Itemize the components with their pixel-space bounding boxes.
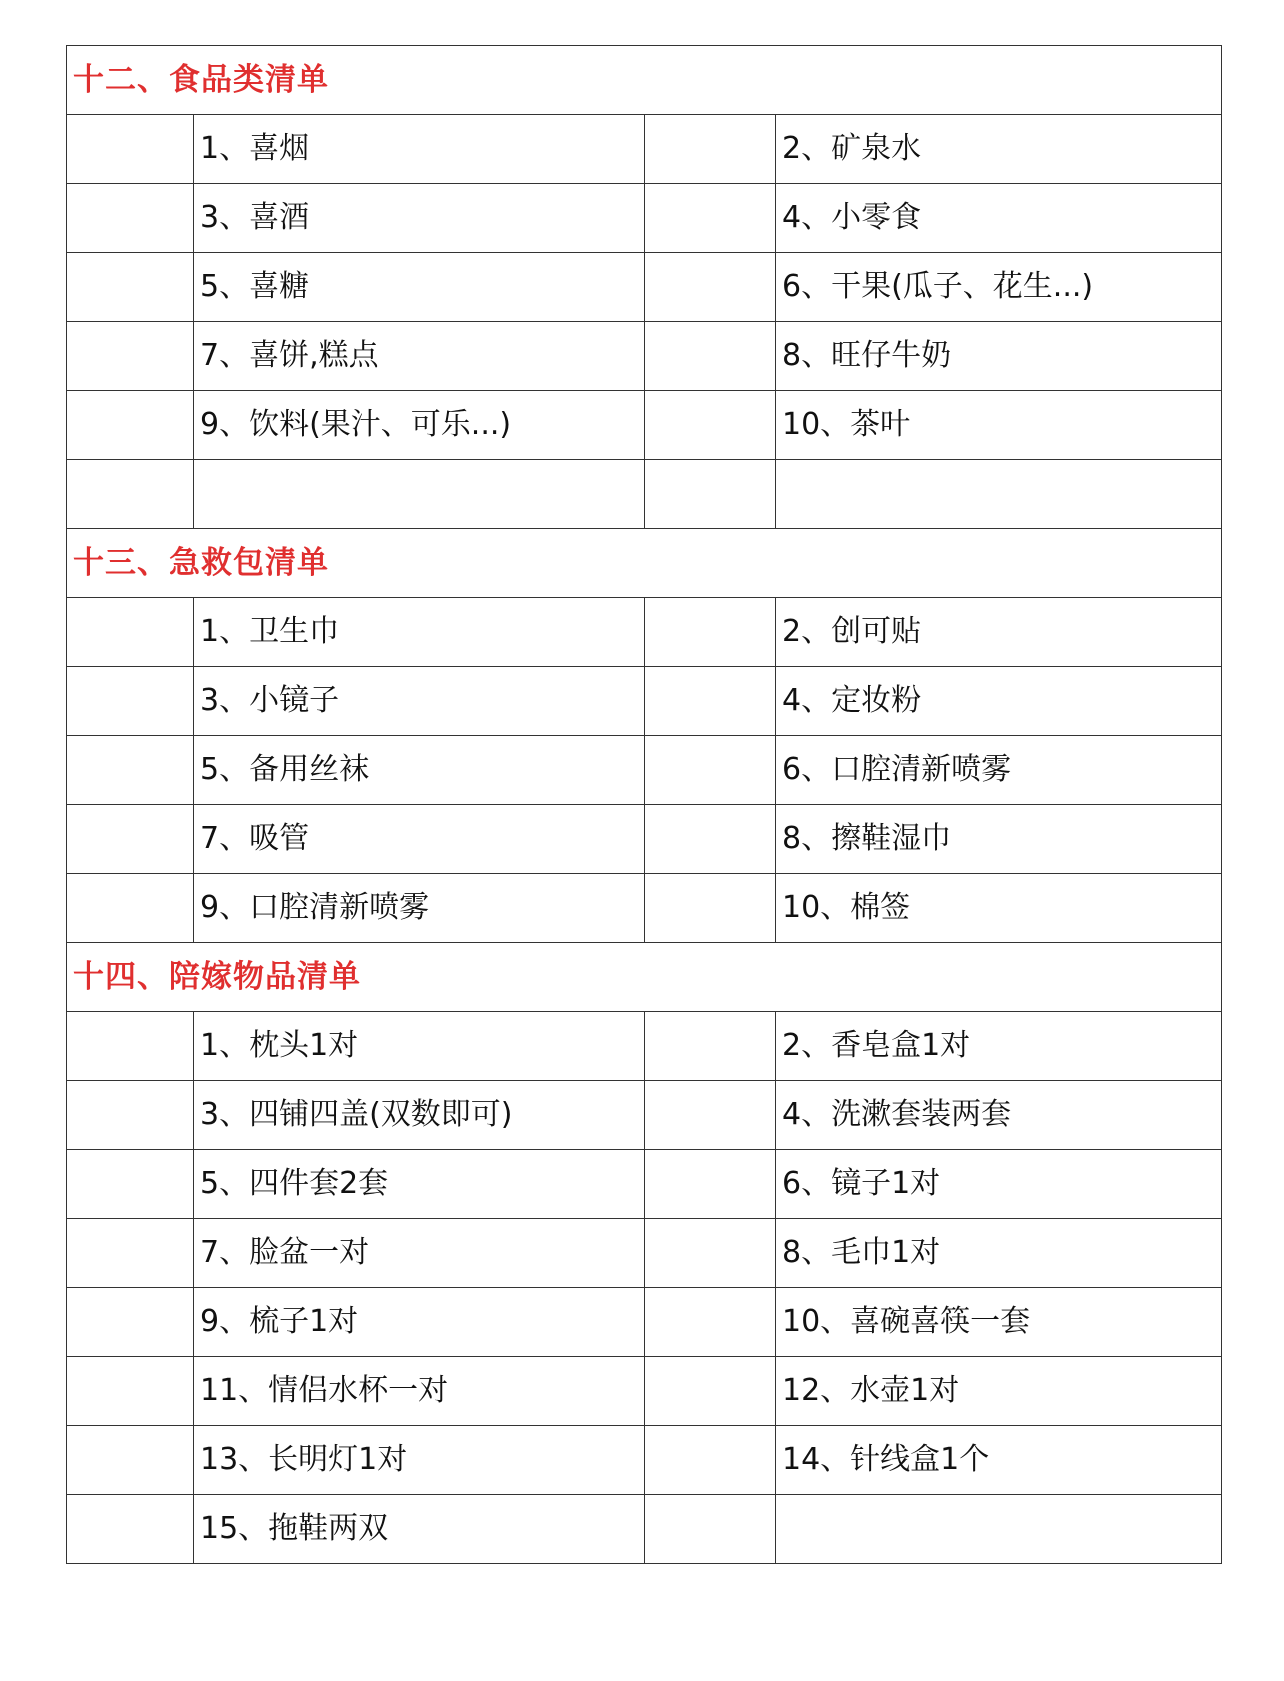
checkbox-cell-left: [67, 667, 194, 736]
item-cell-right: 6、镜子1对: [776, 1150, 1222, 1219]
checkbox-cell-left: [67, 736, 194, 805]
item-cell-left: 3、小镜子: [194, 667, 645, 736]
item-cell-right: 12、水壶1对: [776, 1357, 1222, 1426]
table-row: [67, 1150, 1222, 1219]
item-cell-right: 2、香皂盒1对: [776, 1012, 1222, 1081]
item-cell-left: 9、梳子1对: [194, 1288, 645, 1357]
checkbox-cell-right: [645, 1219, 776, 1288]
item-cell-right: 2、矿泉水: [776, 115, 1222, 184]
table-row: [67, 1426, 1222, 1495]
checkbox-cell-right: [645, 1288, 776, 1357]
item-cell-right: 10、喜碗喜筷一套: [776, 1288, 1222, 1357]
item-cell-left: 5、四件套2套: [194, 1150, 645, 1219]
item-cell-right: 6、口腔清新喷雾: [776, 736, 1222, 805]
item-cell-right: 4、小零食: [776, 184, 1222, 253]
checkbox-cell-left: [67, 184, 194, 253]
item-cell-left: 7、喜饼,糕点: [194, 322, 645, 391]
table-row: [67, 1012, 1222, 1081]
item-cell-left: 5、备用丝袜: [194, 736, 645, 805]
section-header-row: [67, 529, 1222, 598]
item-cell-left: 15、拖鞋两双: [194, 1495, 645, 1564]
table-row: [67, 874, 1222, 943]
item-cell-left: 9、口腔清新喷雾: [194, 874, 645, 943]
item-cell-left: 3、喜酒: [194, 184, 645, 253]
item-cell-left: 3、四铺四盖(双数即可): [194, 1081, 645, 1150]
item-cell-left: 11、情侣水杯一对: [194, 1357, 645, 1426]
checkbox-cell-right: [645, 1150, 776, 1219]
checkbox-cell-right: [645, 391, 776, 460]
checkbox-cell-left: [67, 1495, 194, 1564]
item-cell-right: 8、旺仔牛奶: [776, 322, 1222, 391]
table-row: [67, 805, 1222, 874]
table-row: [67, 736, 1222, 805]
checkbox-cell-left: [67, 1288, 194, 1357]
item-cell-left: [194, 460, 645, 529]
item-cell-right: 14、针线盒1个: [776, 1426, 1222, 1495]
item-cell-left: 9、饮料(果汁、可乐...): [194, 391, 645, 460]
checklist-sheet: [66, 45, 1221, 1564]
section-title: 十三、急救包清单: [67, 529, 1222, 598]
checkbox-cell-right: [645, 1426, 776, 1495]
checklist-table: [66, 45, 1222, 1564]
table-row: [67, 322, 1222, 391]
table-row: [67, 667, 1222, 736]
checkbox-cell-right: [645, 1012, 776, 1081]
checkbox-cell-left: [67, 598, 194, 667]
checkbox-cell-right: [645, 322, 776, 391]
table-row: [67, 115, 1222, 184]
checkbox-cell-right: [645, 1495, 776, 1564]
item-cell-left: 1、喜烟: [194, 115, 645, 184]
checkbox-cell-left: [67, 1012, 194, 1081]
section-header-row: [67, 46, 1222, 115]
checkbox-cell-left: [67, 874, 194, 943]
table-row: [67, 391, 1222, 460]
checkbox-cell-right: [645, 115, 776, 184]
checkbox-cell-right: [645, 805, 776, 874]
item-cell-right: [776, 460, 1222, 529]
item-cell-right: 2、创可贴: [776, 598, 1222, 667]
checkbox-cell-left: [67, 1081, 194, 1150]
checkbox-cell-left: [67, 322, 194, 391]
item-cell-right: 4、定妆粉: [776, 667, 1222, 736]
checkbox-cell-left: [67, 253, 194, 322]
item-cell-left: 7、脸盆一对: [194, 1219, 645, 1288]
table-row: [67, 1219, 1222, 1288]
item-cell-right: 10、棉签: [776, 874, 1222, 943]
item-cell-right: 4、洗漱套装两套: [776, 1081, 1222, 1150]
checkbox-cell-right: [645, 253, 776, 322]
checkbox-cell-right: [645, 874, 776, 943]
item-cell-right: 10、茶叶: [776, 391, 1222, 460]
table-row: [67, 1495, 1222, 1564]
item-cell-left: 1、枕头1对: [194, 1012, 645, 1081]
item-cell-right: [776, 1495, 1222, 1564]
item-cell-left: 13、长明灯1对: [194, 1426, 645, 1495]
item-cell-left: 7、吸管: [194, 805, 645, 874]
checkbox-cell-right: [645, 460, 776, 529]
section-title: 十四、陪嫁物品清单: [67, 943, 1222, 1012]
checkbox-cell-right: [645, 1357, 776, 1426]
table-row: [67, 184, 1222, 253]
item-cell-left: 5、喜糖: [194, 253, 645, 322]
item-cell-right: 8、擦鞋湿巾: [776, 805, 1222, 874]
checkbox-cell-left: [67, 460, 194, 529]
item-cell-left: 1、卫生巾: [194, 598, 645, 667]
table-row: [67, 460, 1222, 529]
checkbox-cell-left: [67, 1426, 194, 1495]
checkbox-cell-left: [67, 1357, 194, 1426]
checkbox-cell-right: [645, 598, 776, 667]
table-row: [67, 253, 1222, 322]
checkbox-cell-left: [67, 1150, 194, 1219]
checkbox-cell-left: [67, 115, 194, 184]
section-title: 十二、食品类清单: [67, 46, 1222, 115]
section-header-row: [67, 943, 1222, 1012]
checkbox-cell-right: [645, 1081, 776, 1150]
checkbox-cell-left: [67, 805, 194, 874]
checkbox-cell-right: [645, 736, 776, 805]
item-cell-right: 6、干果(瓜子、花生...): [776, 253, 1222, 322]
table-row: [67, 1357, 1222, 1426]
checkbox-cell-left: [67, 391, 194, 460]
checkbox-cell-left: [67, 1219, 194, 1288]
checkbox-cell-right: [645, 667, 776, 736]
table-row: [67, 598, 1222, 667]
checkbox-cell-right: [645, 184, 776, 253]
table-row: [67, 1288, 1222, 1357]
item-cell-right: 8、毛巾1对: [776, 1219, 1222, 1288]
table-row: [67, 1081, 1222, 1150]
